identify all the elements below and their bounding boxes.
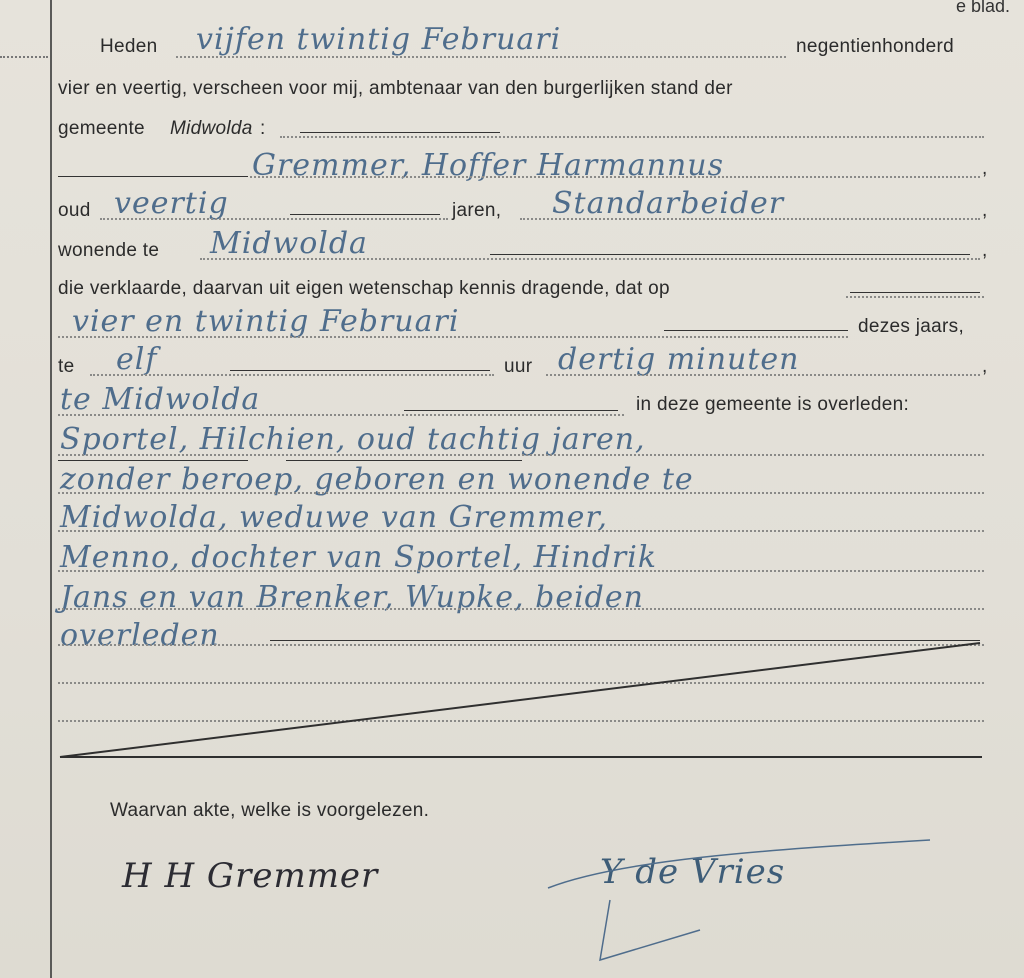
printed-waarvan: Waarvan akte, welke is voorgelezen. (110, 800, 430, 821)
handwritten-age: veertig (114, 186, 229, 221)
printed-negentienhonderd: negentienhonderd (796, 36, 954, 57)
printed-jaren: jaren, (452, 200, 502, 221)
declarant-signature: H H Gremmer (122, 856, 379, 896)
handwritten-minutes: dertig minuten (558, 342, 800, 377)
printed-wonende-te: wonende te (58, 240, 160, 261)
printed-comma: , (982, 356, 988, 377)
handwritten-death-date: vier en twintig Februari (72, 304, 460, 339)
printed-heden: Heden (100, 36, 158, 57)
handwritten-entry-line-4: Menno, dochter van Sportel, Hindrik (60, 540, 658, 575)
printed-oud: oud (58, 200, 91, 221)
handwritten-residence: Midwolda (210, 226, 368, 261)
printed-verklaarde: die verklaarde, daarvan uit eigen wetenschap kennis dragende, dat op (58, 278, 670, 299)
printed-te: te (58, 356, 75, 377)
handwritten-entry-line-6: overleden (60, 618, 220, 653)
handwritten-occupation: Standarbeider (552, 186, 785, 221)
printed-comma: , (982, 240, 988, 261)
official-signature: Y de Vries (600, 852, 786, 892)
printed-uur: uur (504, 356, 533, 377)
handwritten-hour: elf (116, 342, 158, 377)
handwritten-date-day: vijfen twintig Februari (196, 22, 562, 57)
printed-colon: : (260, 118, 266, 139)
handwritten-entry-line-2: zonder beroep, geboren en wonende te (60, 462, 694, 497)
printed-gemeente: gemeente (58, 118, 145, 139)
handwritten-place: te Midwolda (60, 382, 261, 417)
printed-overleden: in deze gemeente is overleden: (636, 394, 910, 415)
handwritten-entry-line-5: Jans en van Brenker, Wupke, beiden (60, 580, 644, 615)
printed-comma: , (982, 158, 988, 179)
page-corner-note: e blad. (955, 0, 1010, 16)
printed-gemeente-name: Midwolda (170, 118, 253, 139)
printed-line2: vier en veertig, verscheen voor mij, ambtenaar van den burgerlijken stand der (58, 78, 733, 99)
handwritten-entry-line-3: Midwolda, weduwe van Gremmer, (60, 500, 608, 535)
handwritten-entry-line-1: Sportel, Hilchien, oud tachtig jaren, (60, 422, 646, 457)
handwritten-declarant: Gremmer, Hoffer Harmannus (252, 148, 724, 183)
printed-comma: , (982, 200, 988, 221)
printed-dezes-jaars: dezes jaars, (858, 316, 965, 337)
